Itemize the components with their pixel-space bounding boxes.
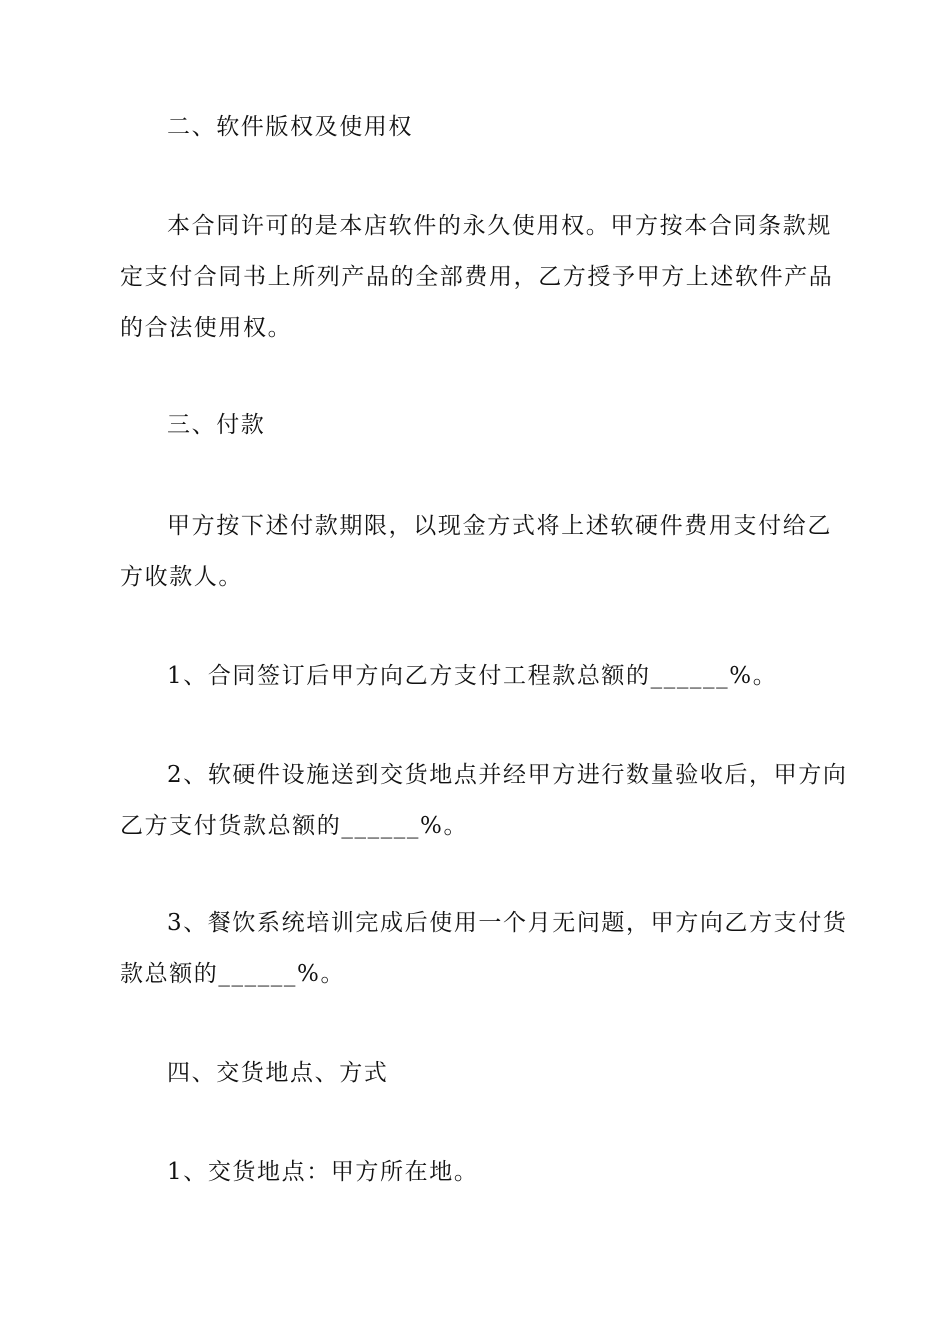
paragraph-license-line-2: 定支付合同书上所列产品的全部费用，乙方授予甲方上述软件产品 <box>120 264 834 290</box>
delivery-item-1: 1、交货地点：甲方所在地。 <box>167 1159 479 1185</box>
paragraph-payment-line-2: 方收款人。 <box>120 564 243 590</box>
paragraph-payment-line-1: 甲方按下述付款期限，以现金方式将上述软硬件费用支付给乙 <box>167 513 832 539</box>
payment-item-3-line-2: 款总额的______%。 <box>120 961 346 987</box>
payment-item-2-line-1: 2、软硬件设施送到交货地点并经甲方进行数量验收后，甲方向 <box>167 762 848 788</box>
payment-item-1: 1、合同签订后甲方向乙方支付工程款总额的______%。 <box>167 663 778 689</box>
section-heading-delivery: 四、交货地点、方式 <box>167 1060 389 1086</box>
section-heading-payment: 三、付款 <box>167 412 266 438</box>
paragraph-license-line-1: 本合同许可的是本店软件的永久使用权。甲方按本合同条款规 <box>167 213 832 239</box>
paragraph-license-line-3: 的合法使用权。 <box>120 315 293 341</box>
section-heading-software-copyright: 二、软件版权及使用权 <box>167 114 413 140</box>
payment-item-2-line-2: 乙方支付货款总额的______%。 <box>120 813 469 839</box>
payment-item-3-line-1: 3、餐饮系统培训完成后使用一个月无问题，甲方向乙方支付货 <box>167 910 848 936</box>
